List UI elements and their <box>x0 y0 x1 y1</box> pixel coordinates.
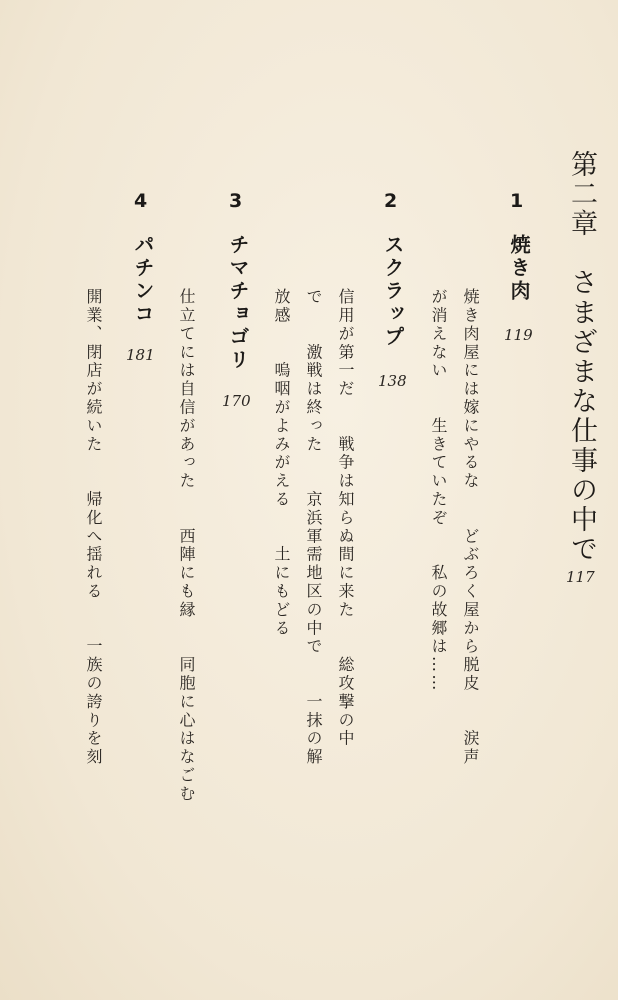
section-3-line-1: 仕立てには自信があった 西陣にも縁 同胞に心はなごむ <box>177 288 196 804</box>
chapter-title: 第二章 さまざまな仕事の中で <box>566 150 597 565</box>
section-2-line-2: で 激戦は終った 京浜軍需地区の中で 一抹の解 <box>304 288 323 767</box>
section-1-line-1: 焼き肉屋には嫁にやるな どぶろく屋から脱皮 涙声 <box>461 288 480 767</box>
section-1-line-2: が消えない 生きていたぞ 私の故郷は…… <box>429 288 448 693</box>
section-number-4: 4 <box>134 190 148 212</box>
section-2-line-1: 信用が第一だ 戦争は知らぬ間に来た 総攻撃の中 <box>336 288 355 748</box>
section-page-4: 181 <box>126 346 155 364</box>
section-number-3: 3 <box>229 190 243 212</box>
chapter-page-number: 117 <box>566 568 595 586</box>
section-number-2: 2 <box>384 190 398 212</box>
section-title-4: パチンコ <box>131 234 155 326</box>
section-page-3: 170 <box>222 392 251 410</box>
section-page-1: 119 <box>504 326 533 344</box>
section-title-2: スクラップ <box>381 234 405 349</box>
section-title-1: 焼き肉 <box>507 234 531 303</box>
section-number-1: 1 <box>510 190 524 212</box>
section-2-line-3: 放感 嗚咽がよみがえる 土にもどる <box>272 288 291 638</box>
section-page-2: 138 <box>378 372 407 390</box>
section-title-3: チマチョゴリ <box>226 234 250 372</box>
section-4-line-1: 開業、閉店が続いた 帰化へ揺れる 一族の誇りを刻 <box>84 288 103 767</box>
